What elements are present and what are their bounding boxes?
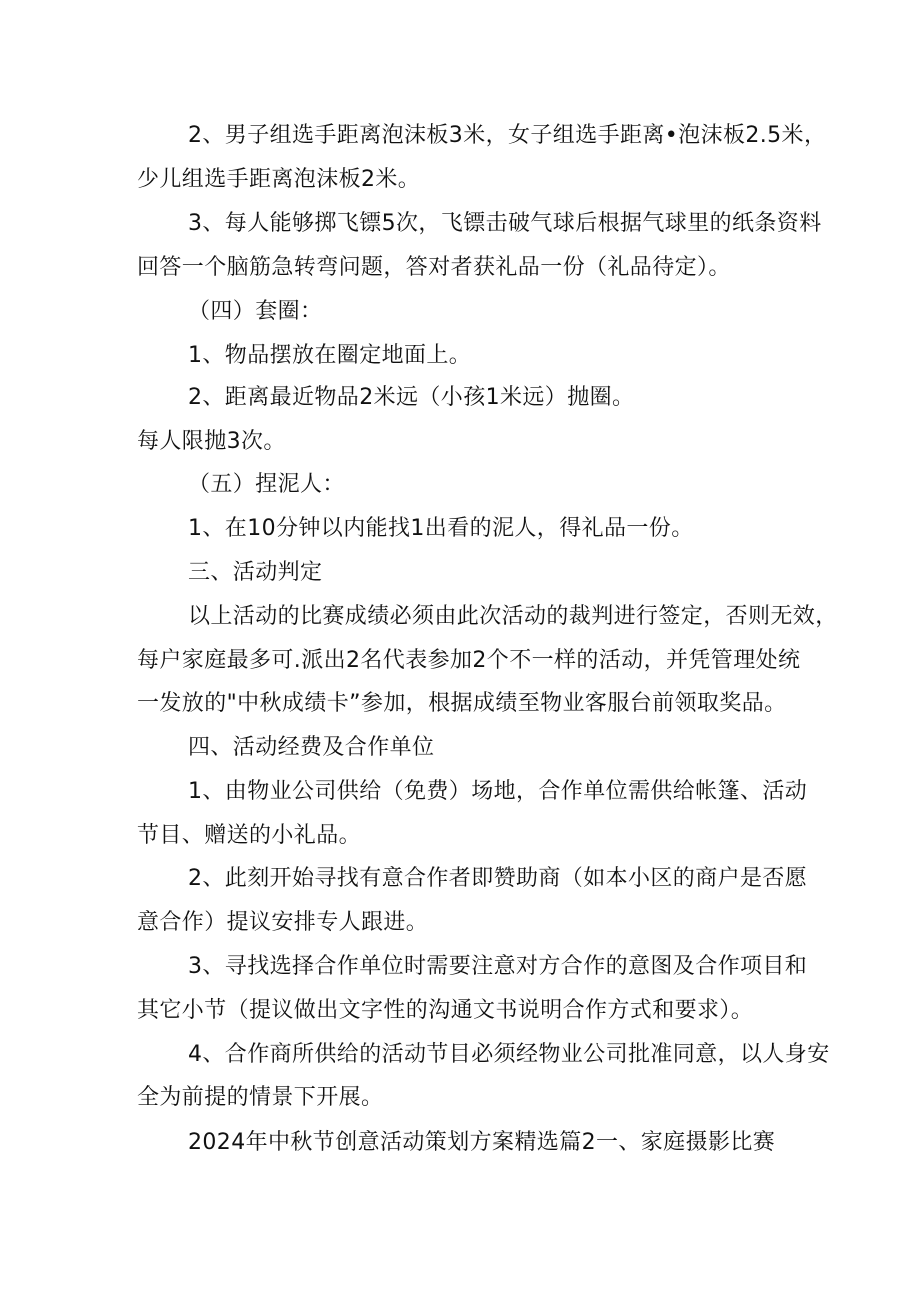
paragraph-line: 以上活动的比赛成绩必须由此次活动的裁判进行签定，否则无效，	[188, 604, 838, 629]
section-heading: （五）捏泥人：	[188, 472, 345, 497]
section-heading: 四、活动经费及合作单位	[188, 735, 435, 760]
paragraph-line: 一发放的"中秋成绩卡”参加，根据成绩至物业客服台前领取奖品。	[137, 691, 787, 716]
paragraph-line: 少儿组选手距离泡沫板2米。	[137, 167, 421, 192]
paragraph-line: 1、由物业公司供给（免费）场地，合作单位需供给帐篷、活动	[188, 779, 808, 804]
paragraph-line: 其它小节（提议做出文字性的沟通文书说明合作方式和要求）。	[137, 998, 754, 1023]
section-heading: 三、活动判定	[188, 560, 323, 585]
paragraph-line: 节目、赠送的小礼品。	[137, 823, 362, 848]
paragraph-line: 意合作）提议安排专人跟进。	[137, 910, 429, 935]
paragraph-line: 回答一个脑筋急转弯问题，答对者获礼品一份（礼品待定）。	[137, 255, 731, 280]
paragraph-line: 3、寻找选择合作单位时需要注意对方合作的意图及合作项目和	[188, 954, 808, 979]
paragraph-line: 2、距离最近物品2米远（小孩1米远）抛圈。	[188, 385, 635, 410]
section-title: 2024年中秋节创意活动策划方案精选篇2一、家庭摄影比赛	[188, 1130, 776, 1155]
paragraph-line: 全为前提的情景下开展。	[137, 1085, 384, 1110]
paragraph-line: 2、此刻开始寻找有意合作者即赞助商（如本小区的商户是否愿	[188, 866, 808, 891]
paragraph-line: 2、男子组选手距离泡沫板3米，女子组选手距离•泡沫板2.5米，	[188, 123, 827, 148]
paragraph-line: 每户家庭最多可.派出2名代表参加2个不一样的活动，并凭管理处统	[137, 648, 801, 673]
paragraph-line: 4、合作商所供给的活动节目必须经物业公司批准同意，以人身安	[188, 1042, 830, 1067]
paragraph-line: 1、物品摆放在圈定地面上。	[188, 343, 472, 368]
paragraph-line: 3、每人能够掷飞镖5次，飞镖击破气球后根据气球里的纸条资料	[188, 211, 822, 236]
section-heading: （四）套圈：	[188, 299, 323, 324]
paragraph-line: 每人限抛3次。	[137, 429, 286, 454]
paragraph-line: 1、在10分钟以内能找1出看的泥人，得礼品一份。	[188, 516, 694, 541]
